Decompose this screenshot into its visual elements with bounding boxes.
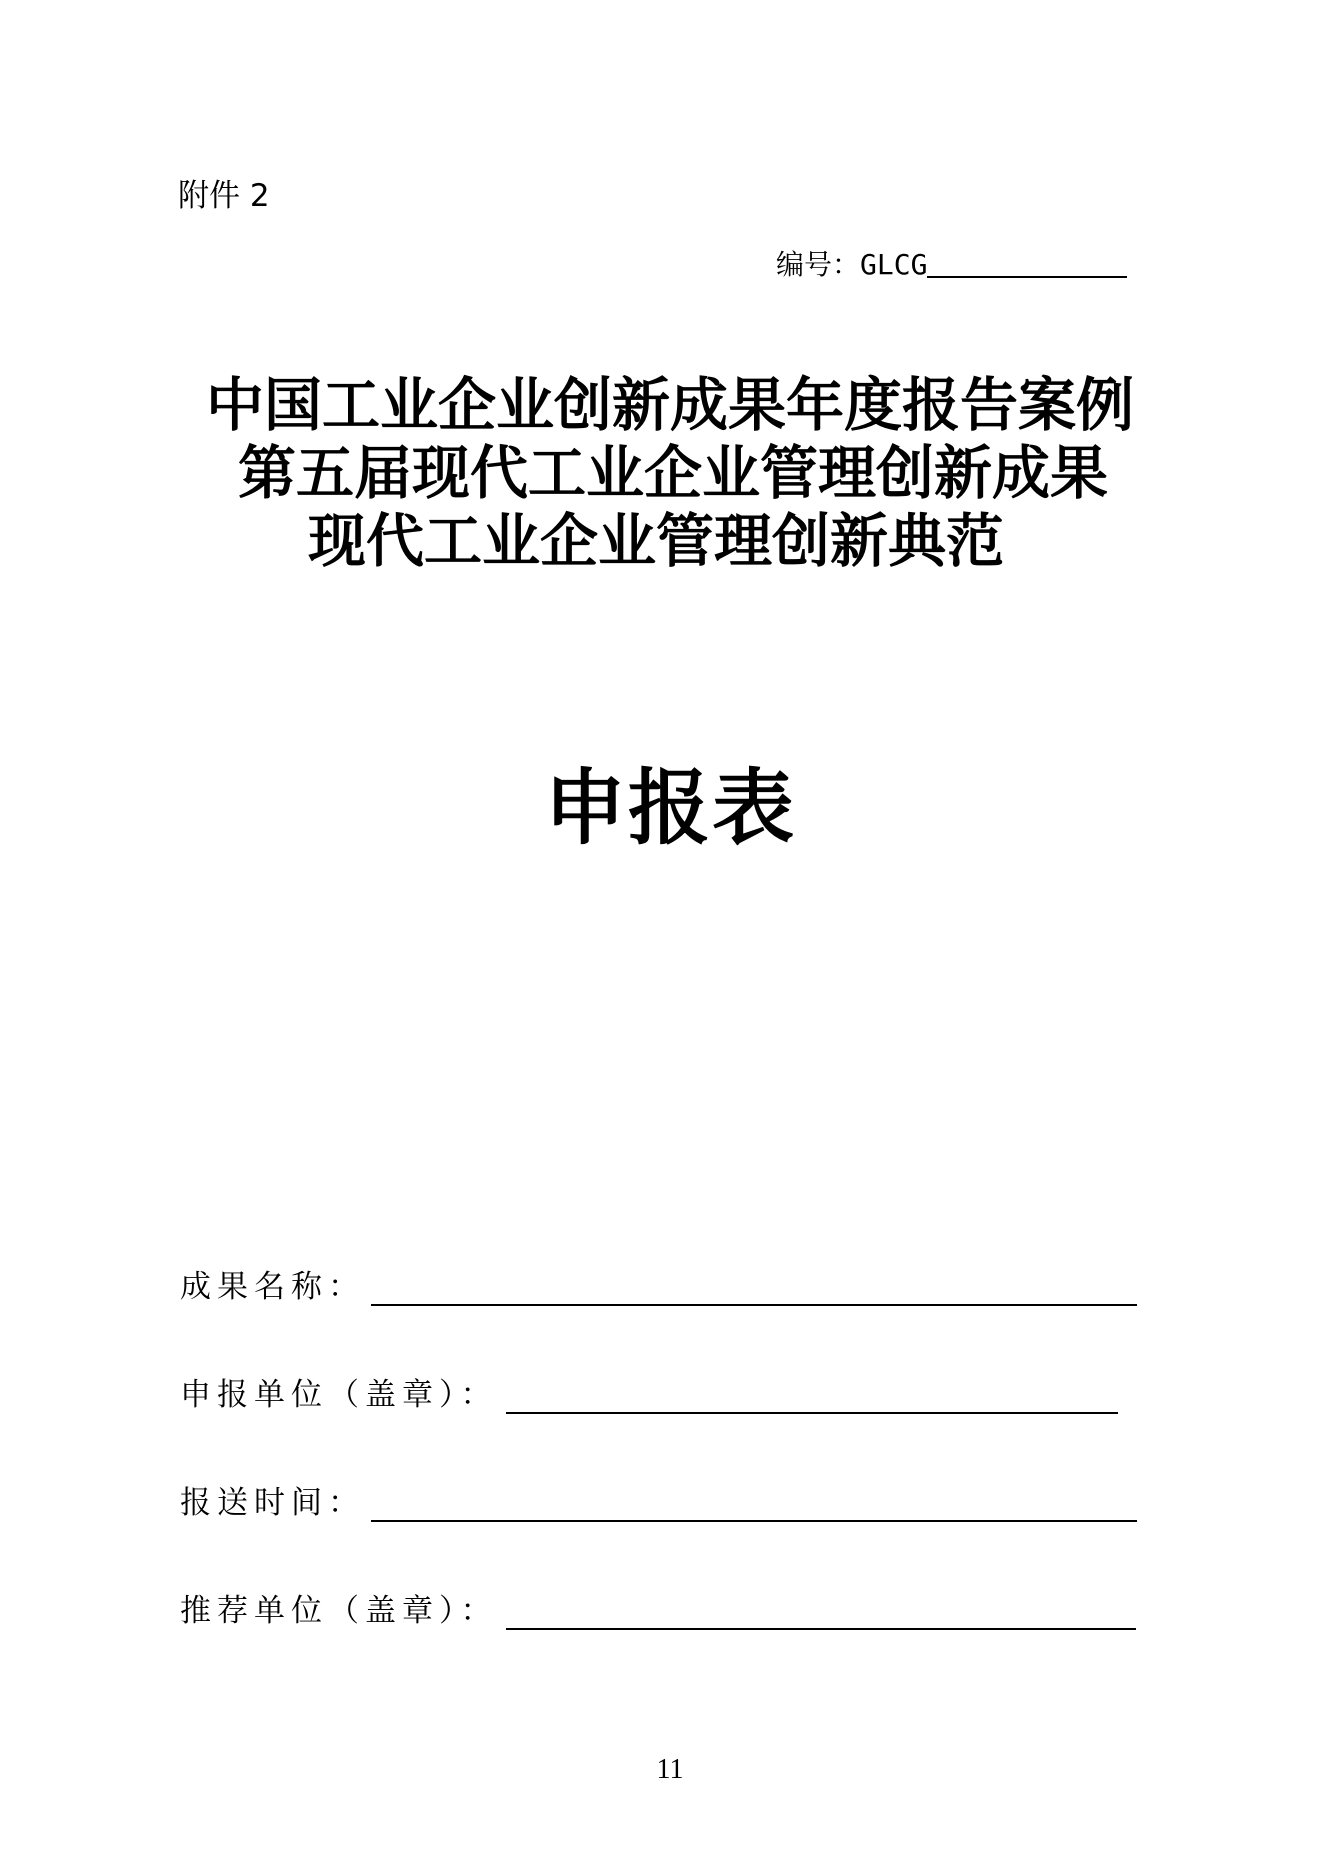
- document-title-line-2: 第五届现代工业企业管理创新成果: [237, 439, 1108, 507]
- applicant-unit-label: 申报单位（盖章）：: [180, 1377, 498, 1413]
- submission-date-row: [180, 1482, 1137, 1524]
- serial-number-row: [776, 246, 1127, 284]
- document-title-line-3: 现代工业企业管理创新典范: [307, 507, 1004, 575]
- achievement-name-label: 成果名称：: [180, 1269, 365, 1305]
- attachment-label: 附件 2: [178, 178, 270, 214]
- applicant-unit-blank-line[interactable]: [506, 1382, 1118, 1414]
- form-title: 申报表: [543, 760, 796, 856]
- serial-number-label: 编号：: [776, 248, 861, 281]
- submission-date-label: 报送时间：: [180, 1485, 365, 1521]
- achievement-name-blank-line[interactable]: [371, 1274, 1137, 1306]
- applicant-unit-row: [180, 1374, 1118, 1416]
- serial-number-prefix: GLCG: [860, 248, 928, 281]
- page-number: 11: [656, 1754, 684, 1785]
- recommending-unit-label: 推荐单位（盖章）：: [180, 1593, 498, 1629]
- document-title-line-1: 中国工业企业创新成果年度报告案例: [205, 371, 1134, 439]
- achievement-name-row: [180, 1266, 1137, 1308]
- recommending-unit-blank-line[interactable]: [506, 1598, 1136, 1630]
- serial-number-blank-line[interactable]: [927, 246, 1127, 278]
- recommending-unit-row: [180, 1590, 1136, 1632]
- submission-date-blank-line[interactable]: [371, 1490, 1137, 1522]
